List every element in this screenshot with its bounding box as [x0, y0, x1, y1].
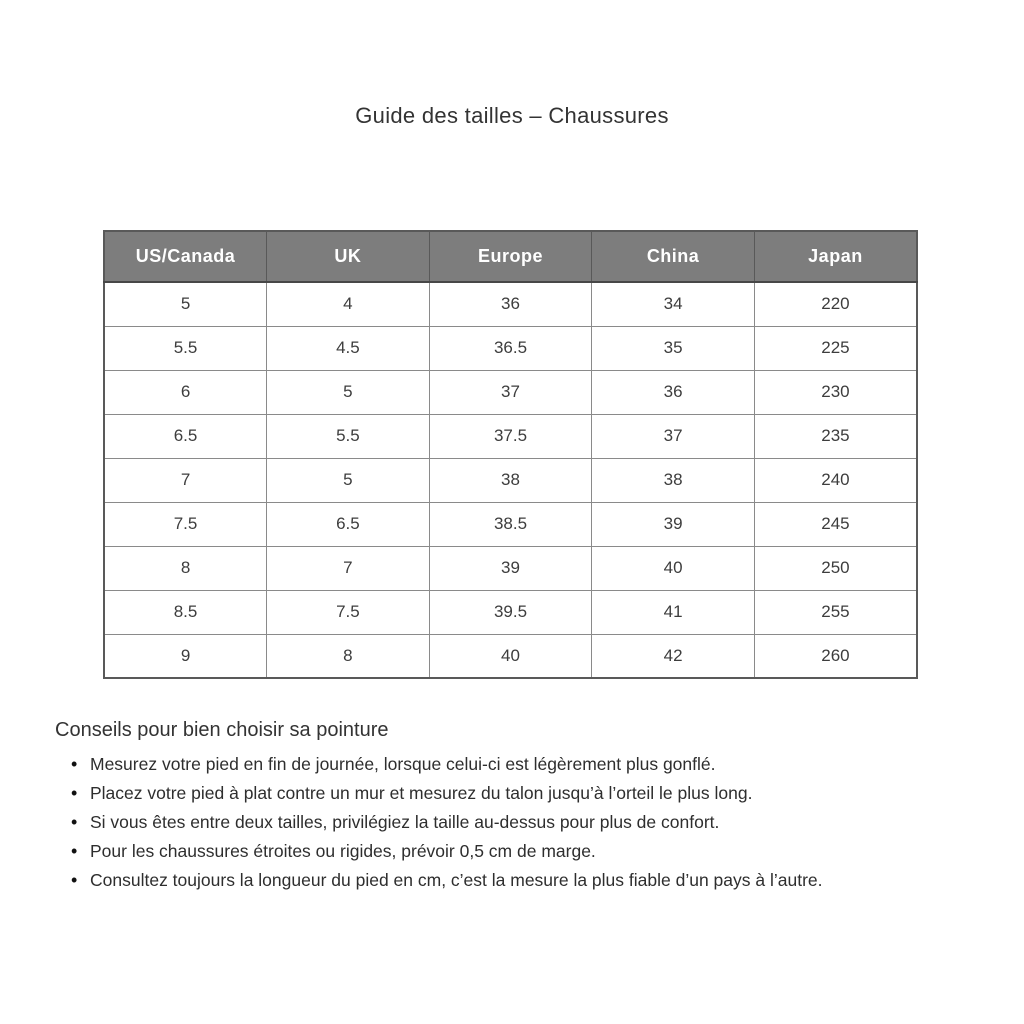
table-cell: 39 [429, 546, 592, 590]
column-header-japan: Japan [754, 231, 917, 282]
table-cell: 39 [592, 502, 755, 546]
table-cell: 240 [754, 458, 917, 502]
table-cell: 220 [754, 282, 917, 326]
tip-item: • Si vous êtes entre deux tailles, privilégiez la taille au-dessus pour plus de confort. [55, 808, 985, 837]
size-table-container [103, 230, 918, 679]
table-cell: 4.5 [267, 326, 430, 370]
table-cell: 7.5 [104, 502, 267, 546]
table-cell: 38 [592, 458, 755, 502]
table-cell: 250 [754, 546, 917, 590]
table-cell: 8 [267, 634, 430, 678]
table-cell: 40 [592, 546, 755, 590]
table-cell: 36.5 [429, 326, 592, 370]
table-cell: 37 [429, 370, 592, 414]
table-cell: 9 [104, 634, 267, 678]
table-row [104, 326, 917, 370]
table-cell: 35 [592, 326, 755, 370]
tip-item: • Placez votre pied à plat contre un mur et mesurez du talon jusqu’à l’orteil le plus long. [55, 779, 985, 808]
table-row [104, 370, 917, 414]
table-cell: 4 [267, 282, 430, 326]
table-cell: 5 [267, 458, 430, 502]
tip-item: • Consultez toujours la longueur du pied en cm, c’est la mesure la plus fiable d’un pays à l’autre. [55, 866, 985, 895]
column-header-uk: UK [267, 231, 430, 282]
page-title: Guide des tailles – Chaussures [355, 103, 669, 128]
table-cell: 7 [104, 458, 267, 502]
size-conversion-table [103, 230, 918, 679]
table-cell: 6.5 [104, 414, 267, 458]
table-cell: 5 [104, 282, 267, 326]
table-cell: 230 [754, 370, 917, 414]
tip-item: • Pour les chaussures étroites ou rigides, prévoir 0,5 cm de marge. [55, 837, 985, 866]
table-cell: 36 [592, 370, 755, 414]
table-cell: 5.5 [104, 326, 267, 370]
table-header-row [104, 231, 917, 282]
column-header-china: China [592, 231, 755, 282]
table-row [104, 546, 917, 590]
table-row [104, 282, 917, 326]
table-cell: 8 [104, 546, 267, 590]
tips-list [55, 750, 985, 895]
table-cell: 7.5 [267, 590, 430, 634]
table-cell: 5 [267, 370, 430, 414]
table-row [104, 590, 917, 634]
table-cell: 245 [754, 502, 917, 546]
table-body [104, 282, 917, 678]
table-cell: 42 [592, 634, 755, 678]
table-row [104, 502, 917, 546]
table-cell: 5.5 [267, 414, 430, 458]
table-cell: 6.5 [267, 502, 430, 546]
column-header-us-canada: US/Canada [104, 231, 267, 282]
column-header-europe: Europe [429, 231, 592, 282]
table-cell: 225 [754, 326, 917, 370]
table-row [104, 458, 917, 502]
table-cell: 7 [267, 546, 430, 590]
table-cell: 255 [754, 590, 917, 634]
tip-item: • Mesurez votre pied en fin de journée, lorsque celui-ci est légèrement plus gonflé. [55, 750, 985, 779]
table-cell: 37.5 [429, 414, 592, 458]
table-row [104, 634, 917, 678]
table-cell: 36 [429, 282, 592, 326]
tips-heading: Conseils pour bien choisir sa pointure [55, 719, 389, 741]
table-cell: 8.5 [104, 590, 267, 634]
table-row-header [104, 231, 917, 282]
table-cell: 235 [754, 414, 917, 458]
table-cell: 260 [754, 634, 917, 678]
table-cell: 34 [592, 282, 755, 326]
sizing-tips-section [55, 719, 985, 895]
table-cell: 41 [592, 590, 755, 634]
table-cell: 37 [592, 414, 755, 458]
table-cell: 6 [104, 370, 267, 414]
table-row [104, 414, 917, 458]
table-cell: 38.5 [429, 502, 592, 546]
table-cell: 40 [429, 634, 592, 678]
table-cell: 39.5 [429, 590, 592, 634]
table-cell: 38 [429, 458, 592, 502]
